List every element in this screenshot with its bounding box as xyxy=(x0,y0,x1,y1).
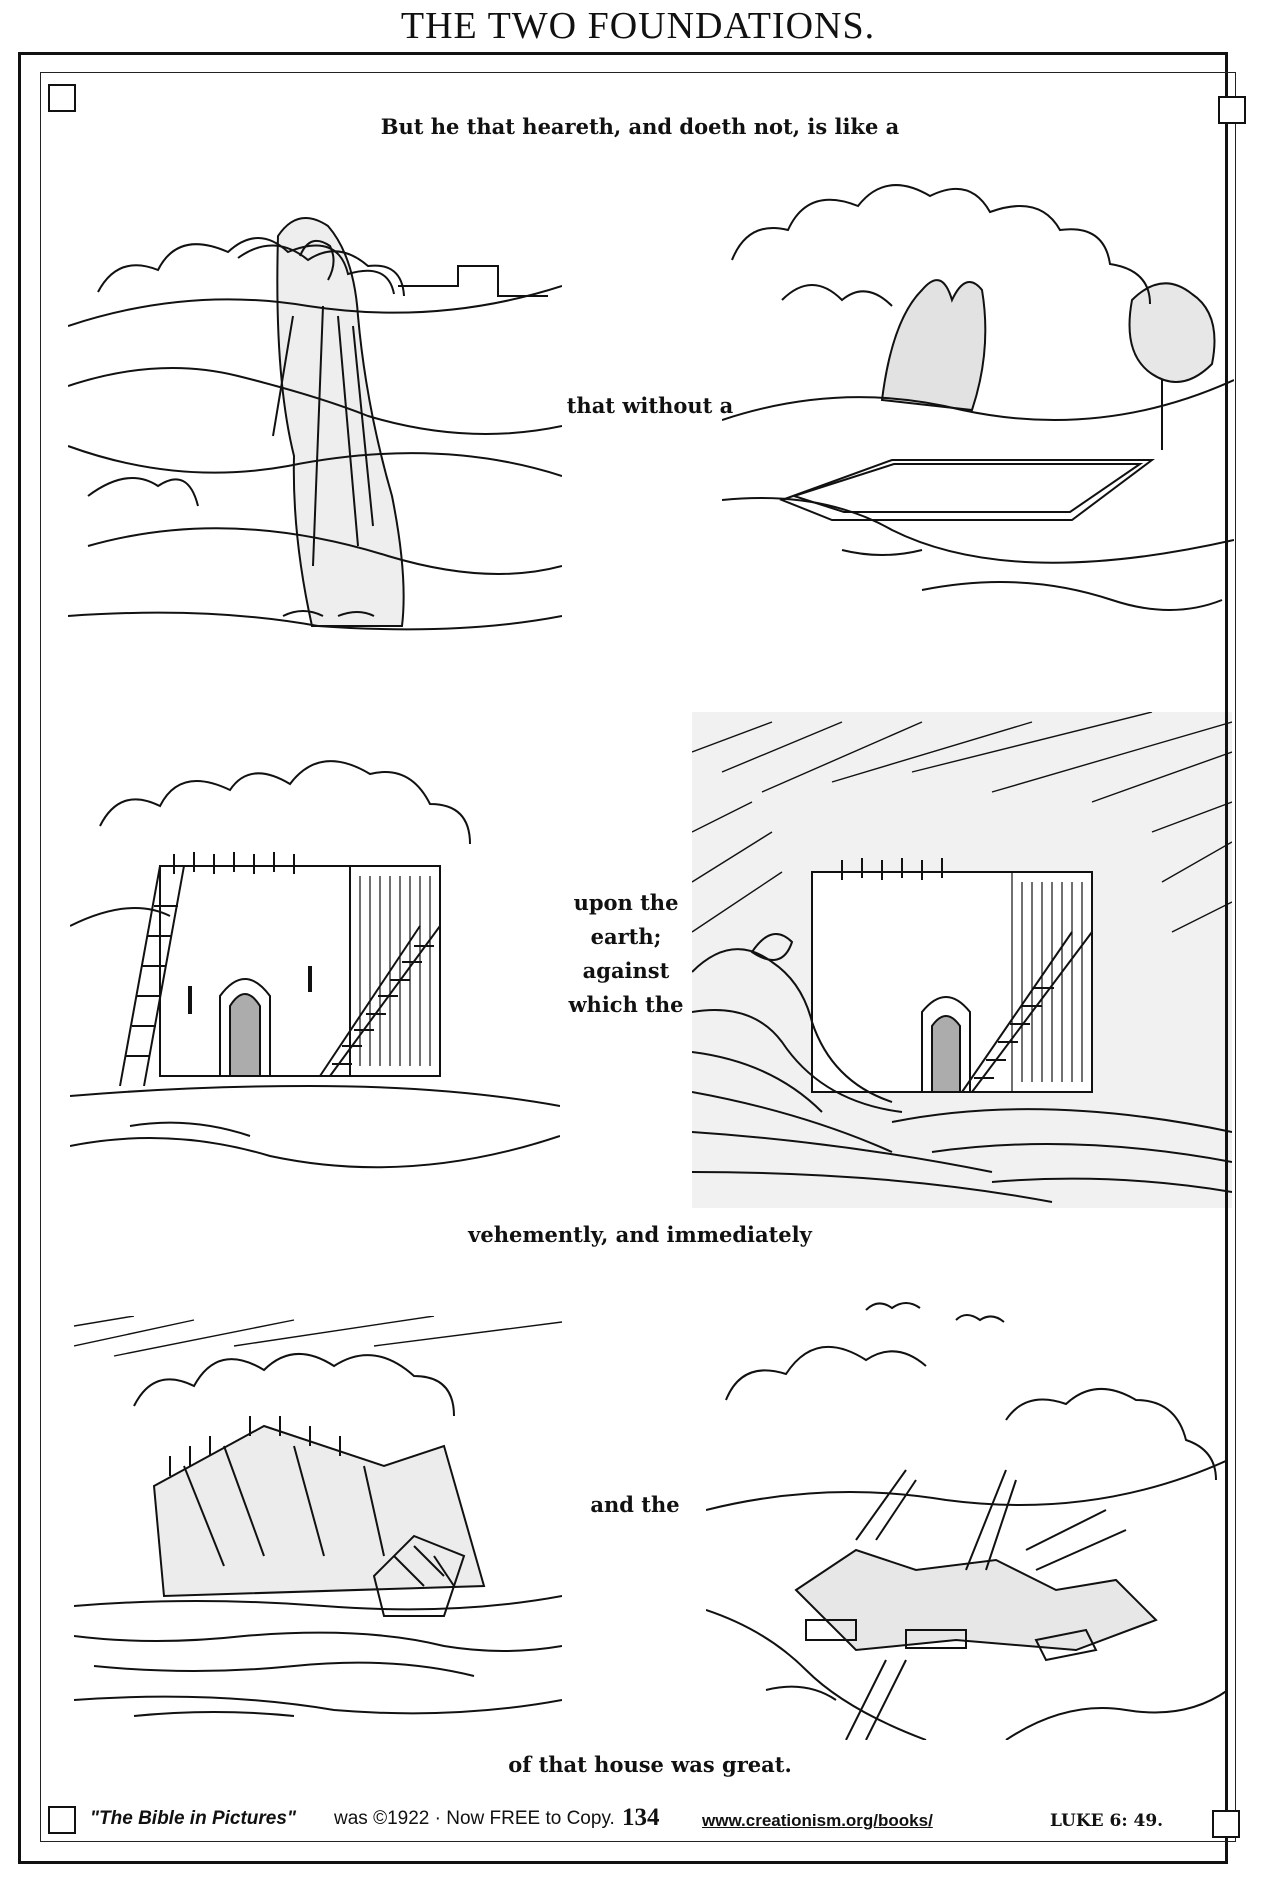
caption-line: earth; xyxy=(590,924,662,949)
caption-bottom: of that house was great. xyxy=(508,1752,792,1777)
illustration-ruined-house xyxy=(706,1290,1228,1740)
illustration-man-on-hillside xyxy=(68,196,562,644)
footer xyxy=(90,1804,1200,1844)
scripture-reference: LUKE 6: 49. xyxy=(1050,1811,1164,1831)
caption-row1-middle: that without a xyxy=(566,393,734,418)
footer-copyright: was ©1922 · Now FREE to Copy. xyxy=(334,1808,615,1829)
footer-url-link[interactable]: www.creationism.org/books/ xyxy=(702,1811,933,1830)
corner-ornament-top-right xyxy=(1218,96,1246,124)
caption-line: upon the xyxy=(573,890,679,915)
illustration-house-collapsing xyxy=(74,1316,562,1730)
caption-row3-middle: and the xyxy=(590,1492,680,1517)
illustration-foundation-outline xyxy=(722,170,1234,644)
footer-credit: "The Bible in Pictures" xyxy=(90,1808,296,1829)
page-number: 134 xyxy=(622,1804,660,1831)
illustration-house-with-ladder xyxy=(70,726,560,1170)
caption-between-rows: vehemently, and immediately xyxy=(468,1222,812,1247)
caption-line: against xyxy=(582,958,670,983)
corner-ornament-bottom-right xyxy=(1212,1810,1240,1838)
corner-ornament-top-left xyxy=(48,84,76,112)
page-title: THE TWO FOUNDATIONS. xyxy=(400,5,876,47)
corner-ornament-bottom-left xyxy=(48,1806,76,1834)
illustration-house-struck-by-flood xyxy=(692,712,1232,1208)
caption-top: But he that heareth, and doeth not, is like a xyxy=(380,114,900,139)
caption-line: which the xyxy=(568,992,684,1017)
caption-row2-middle xyxy=(556,886,696,1022)
